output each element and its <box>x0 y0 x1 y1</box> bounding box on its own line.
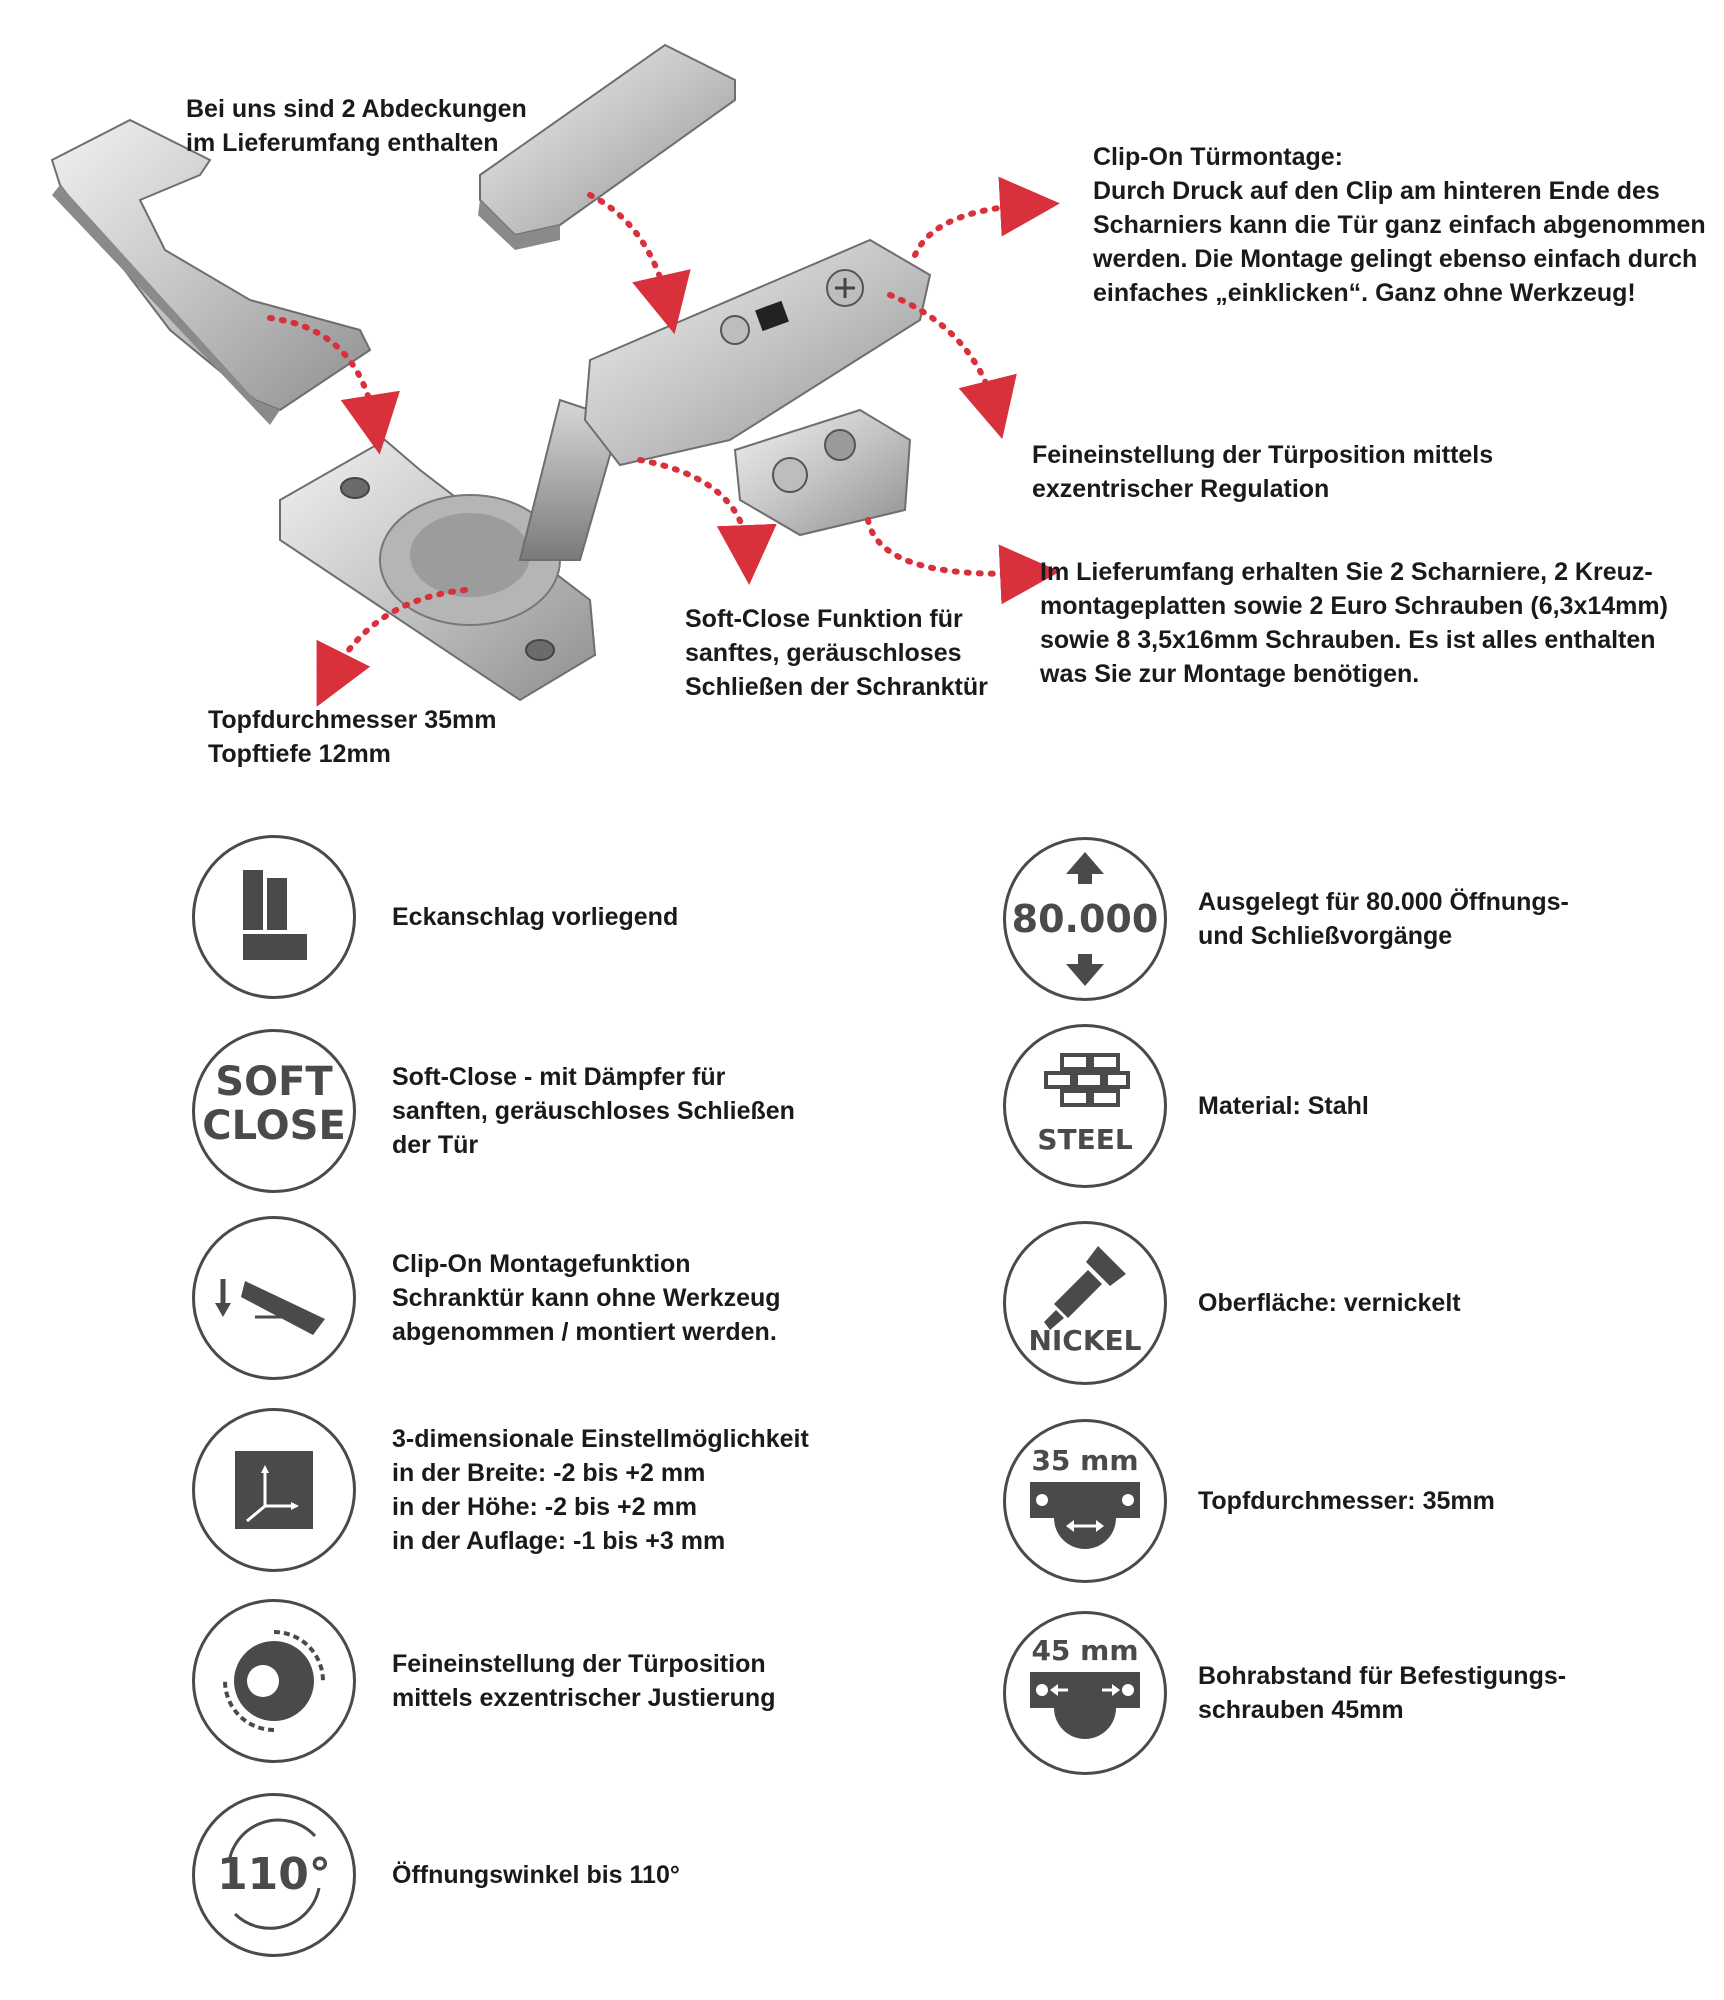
feature-clip-on <box>192 1216 992 1386</box>
annotation-cup: Topfdurchmesser 35mm Topftiefe 12mm <box>208 706 497 768</box>
feature-text: Ausgelegt für 80.000 Öffnungs- und Schließvorgänge <box>1198 888 1569 950</box>
feature-eccentric-adjust <box>192 1599 992 1769</box>
steel-icon: STEEL <box>1003 1024 1167 1188</box>
feature-text: Eckanschlag vorliegend <box>392 903 679 931</box>
corner-stop-icon <box>192 835 356 999</box>
feature-text: Topfdurchmesser: 35mm <box>1198 1487 1495 1515</box>
feature-text: Material: Stahl <box>1198 1092 1369 1120</box>
arrow-covers-right <box>590 195 668 305</box>
feature-text: Öffnungswinkel bis 110° <box>392 1861 680 1889</box>
cycles-icon: 80.000 <box>1003 837 1167 1001</box>
feature-cup-diameter <box>1003 1419 1724 1589</box>
feature-3d-adjust <box>192 1408 992 1578</box>
3d-adjust-icon <box>192 1408 356 1572</box>
clip-on-icon <box>192 1216 356 1380</box>
eccentric-adjust-icon <box>192 1599 356 1763</box>
nickel-brush-icon: NICKEL <box>1003 1221 1167 1385</box>
annotation-scope: Im Lieferumfang erhalten Sie 2 Scharniere, 2 Kreuz- montageplatten sowie 2 Euro Schrauben (6,3x14mm) sowie 8 3,5x16mm Schrauben. Es ist alles enthalten was Sie zur Montage benötigen. <box>1040 558 1668 688</box>
arrow-soft-close <box>640 460 748 555</box>
feature-soft-close <box>192 1029 992 1199</box>
opening-angle-icon: 110° <box>192 1793 356 1957</box>
arrow-clip-on <box>915 205 1030 255</box>
feature-text: Bohrabstand für Befestigungs- schrauben 45mm <box>1198 1662 1567 1724</box>
cup-diameter-icon: 35 mm <box>1003 1419 1167 1583</box>
feature-text: 3-dimensionale Einstellmöglichkeit in der Breite: -2 bis +2 mm in der Höhe: -2 bis +2 mm in der Auflage: -1 bis +3 mm <box>392 1425 809 1555</box>
feature-text: Feineinstellung der Türposition mittels exzentrischer Justierung <box>392 1650 776 1712</box>
annotation-covers: Bei uns sind 2 Abdeckungen im Lieferumfang enthalten <box>186 95 527 157</box>
feature-opening-angle <box>192 1793 992 1963</box>
feature-steel <box>1003 1024 1724 1194</box>
feature-text: Oberfläche: vernickelt <box>1198 1289 1461 1317</box>
annotation-soft-close: Soft-Close Funktion für sanftes, geräuschloses Schließen der Schranktür <box>685 605 988 701</box>
annotation-fine-adjust: Feineinstellung der Türposition mittels exzentrischer Regulation <box>1032 441 1494 503</box>
feature-nickel <box>1003 1221 1724 1391</box>
soft-close-icon: SOFT CLOSE <box>192 1029 356 1193</box>
arrow-scope <box>868 520 1030 574</box>
feature-text: Soft-Close - mit Dämpfer für sanften, geräuschloses Schließen der Tür <box>392 1063 795 1159</box>
feature-text: Clip-On Montagefunktion Schranktür kann ohne Werkzeug abgenommen / montiert werden. <box>392 1250 781 1346</box>
cover-plate-left <box>52 120 370 425</box>
feature-cycles <box>1003 837 1724 1007</box>
feature-corner-stop <box>192 835 992 1005</box>
mounting-plate <box>735 410 910 535</box>
drill-distance-icon: 45 mm <box>1003 1611 1167 1775</box>
annotation-clip-on: Clip-On Türmontage: Durch Druck auf den Clip am hinteren Ende des Scharniers kann die Tür ganz einfach abgenommen werden. Die Montage gelingt ebenso einfach durch einfaches „einklicken“. Ganz ohne Werkzeug! <box>1093 143 1706 307</box>
feature-drill-distance <box>1003 1611 1724 1781</box>
